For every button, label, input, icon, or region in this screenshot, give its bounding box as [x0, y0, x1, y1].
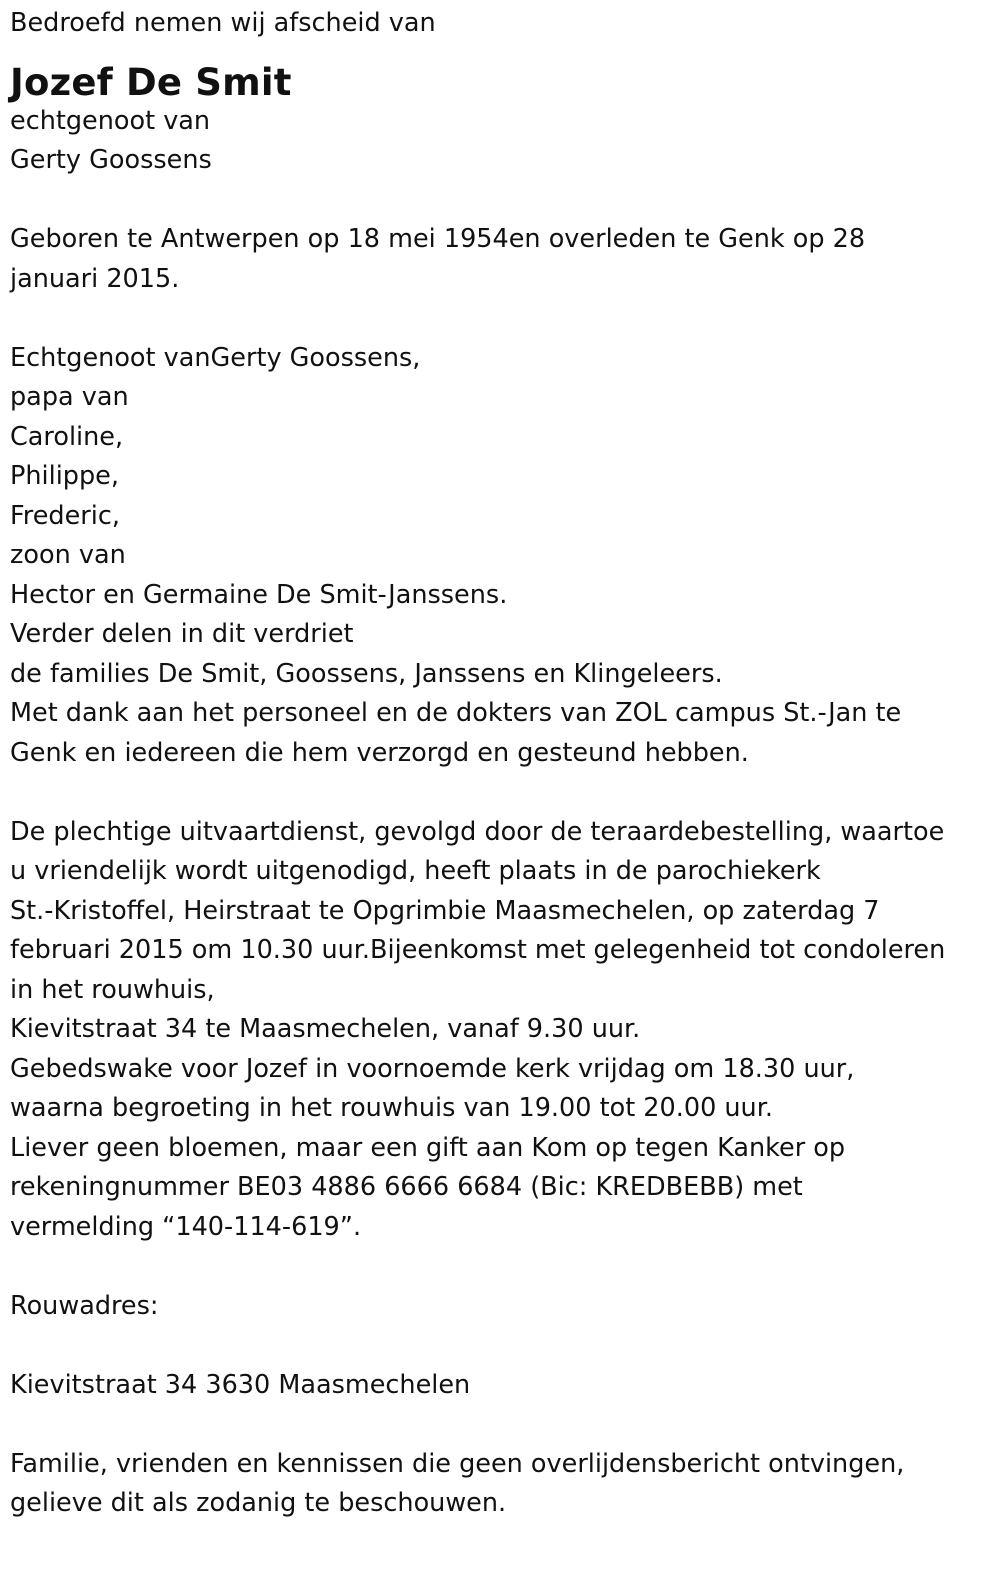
paragraph-line: Gebedswake voor Jozef in voornoemde kerk vrijdag om 18.30 uur, — [10, 1053, 855, 1084]
address-value: Kievitstraat 34 3630 Maasmechelen — [10, 1369, 471, 1400]
paragraph-line: waarna begroeting in het rouwhuis van 19.00 tot 20.00 uur. — [10, 1093, 773, 1123]
paragraph-line: Verder delen in dit verdriet — [10, 619, 354, 649]
family-paragraph — [10, 339, 990, 774]
paragraph-line: Hector en Germaine De Smit-Janssens. — [10, 579, 508, 610]
paragraph-line: januari 2015. — [10, 263, 180, 294]
paragraph-line: gelieve dit als zodanig te beschouwen. — [10, 1488, 507, 1518]
paragraph-line: St.-Kristoffel, Heirstraat te Opgrimbie Maasmechelen, op zaterdag 7 — [10, 895, 880, 926]
paragraph-line: Caroline, — [10, 421, 124, 452]
address-label: Rouwadres: — [10, 1290, 159, 1321]
spacer — [10, 1247, 990, 1287]
spouse-name: Gerty Goossens — [10, 145, 212, 175]
paragraph-line: in het rouwhuis, — [10, 974, 215, 1005]
paragraph-line: februari 2015 om 10.30 uur.Bijeenkomst met gelegenheid tot condoleren — [10, 935, 946, 965]
paragraph-line: papa van — [10, 382, 129, 412]
paragraph-line: Liever geen bloemen, maar een gift aan Kom op tegen Kanker op — [10, 1132, 846, 1163]
relation-label: echtgenoot van — [10, 105, 211, 136]
obituary-page — [0, 4, 1000, 1594]
paragraph-line: Philippe, — [10, 461, 119, 491]
paragraph-line: zoon van — [10, 540, 126, 570]
intro-text: Bedroefd nemen wij afscheid van — [10, 8, 436, 38]
paragraph-line: de families De Smit, Goossens, Janssens en Klingeleers. — [10, 658, 723, 689]
paragraph-line: Familie, vrienden en kennissen die geen overlijdensbericht ontvingen, — [10, 1448, 905, 1479]
spacer — [10, 773, 990, 813]
closing-paragraph — [10, 1445, 990, 1524]
spacer — [10, 1326, 990, 1366]
spacer — [10, 299, 990, 339]
paragraph-line: De plechtige uitvaartdienst, gevolgd door de teraardebestelling, waartoe — [10, 816, 945, 847]
paragraph-line: Genk en iedereen die hem verzorgd en gesteund hebben. — [10, 737, 749, 768]
spacer — [10, 181, 990, 221]
paragraph-line: Met dank aan het personeel en de dokters van ZOL campus St.-Jan te — [10, 698, 902, 728]
paragraph-line: rekeningnummer BE03 4886 6666 6684 (Bic: KREDBEBB) met — [10, 1172, 803, 1202]
ceremony-paragraph — [10, 813, 990, 1248]
deceased-name: Jozef De Smit — [10, 60, 292, 104]
paragraph-line: Kievitstraat 34 te Maasmechelen, vanaf 9.30 uur. — [10, 1014, 641, 1044]
paragraph-line: Geboren te Antwerpen op 18 mei 1954en overleden te Genk op 28 — [10, 224, 866, 254]
spacer — [10, 1405, 990, 1445]
paragraph-line: u vriendelijk wordt uitgenodigd, heeft plaats in de parochiekerk — [10, 856, 821, 886]
paragraph-line: vermelding “140-114-619”. — [10, 1211, 362, 1242]
paragraph-line: Echtgenoot vanGerty Goossens, — [10, 342, 421, 373]
paragraph-line: Frederic, — [10, 500, 120, 531]
birth-death-paragraph — [10, 220, 990, 299]
